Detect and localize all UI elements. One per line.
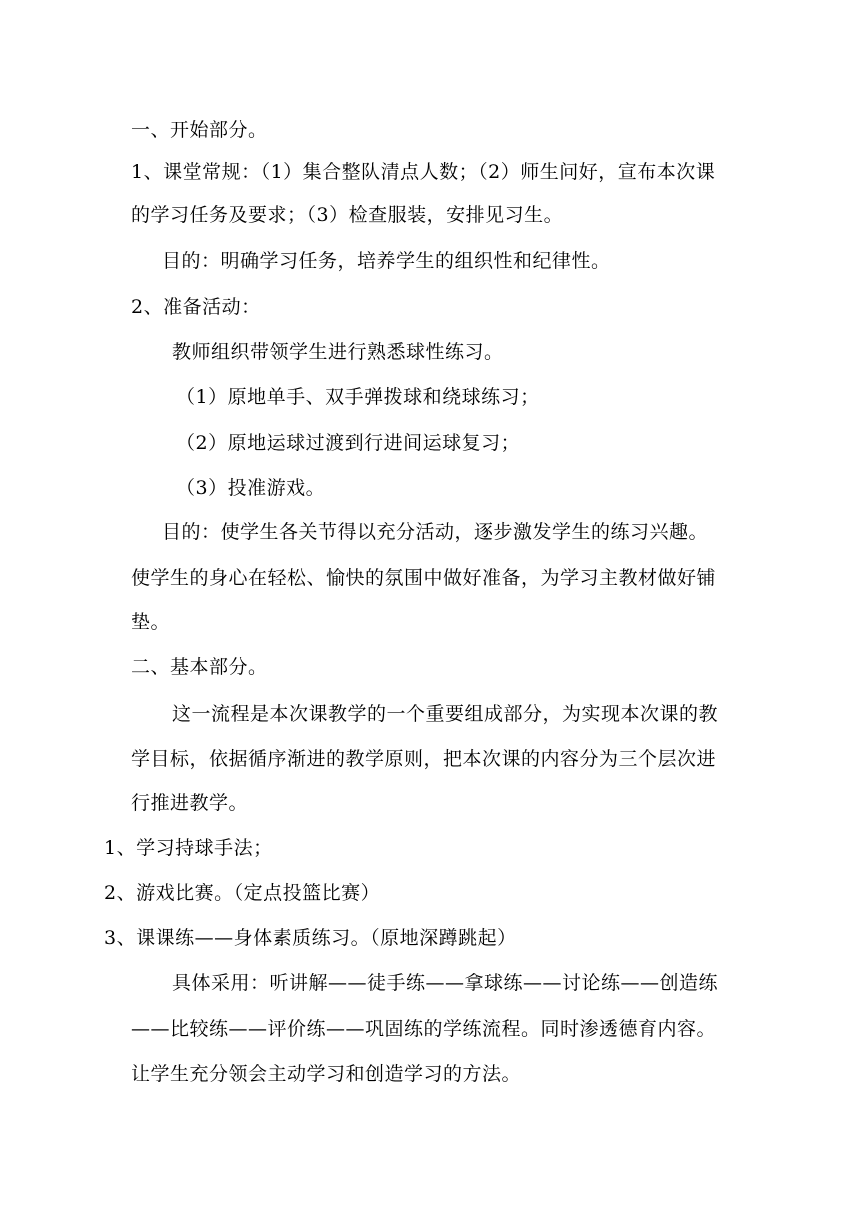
section-heading-basic: 二、基本部分。: [131, 656, 268, 678]
warmup-purpose-line-3: 垫。: [131, 611, 171, 633]
basic-item-2: 2、游戏比赛。（定点投篮比赛）: [104, 882, 381, 904]
routine-purpose: 目的：明确学习任务，培养学生的组织性和纪律性。: [162, 250, 611, 272]
method-line-3: 让学生充分领会主动学习和创造学习的方法。: [131, 1063, 522, 1085]
class-routine-line-2: 的学习任务及要求；（3）检查服装，安排见习生。: [131, 204, 564, 226]
basic-intro-line-2: 学目标，依据循序渐进的教学原则，把本次课的内容分为三个层次进: [131, 748, 717, 770]
basic-intro-line-1: 这一流程是本次课教学的一个重要组成部分，为实现本次课的教: [172, 703, 719, 725]
method-line-1: 具体采用：听讲解——徒手练——拿球练——讨论练——创造练: [172, 972, 719, 994]
warmup-purpose-line-1: 目的：使学生各关节得以充分活动，逐步激发学生的练习兴趣。: [162, 521, 709, 543]
warmup-purpose-line-2: 使学生的身心在轻松、愉快的氛围中做好准备，为学习主教材做好铺: [131, 567, 717, 589]
warmup-item-3: （3）投准游戏。: [176, 477, 326, 499]
class-routine-line-1: 1、课堂常规：（1）集合整队清点人数；（2）师生问好，宣布本次课: [131, 161, 716, 183]
basic-item-3: 3、课课练——身体素质练习。（原地深蹲跳起）: [104, 927, 517, 949]
warmup-heading: 2、准备活动：: [131, 296, 261, 318]
basic-intro-line-3: 行推进教学。: [131, 792, 249, 814]
method-line-2: ——比较练——评价练——巩固练的学练流程。同时渗透德育内容。: [131, 1018, 717, 1040]
section-heading-start: 一、开始部分。: [131, 119, 268, 141]
warmup-item-1: （1）原地单手、双手弹拨球和绕球练习；: [176, 386, 540, 408]
basic-item-1: 1、学习持球手法；: [104, 837, 273, 859]
warmup-item-2: （2）原地运球过渡到行进间运球复习；: [176, 432, 521, 454]
warmup-intro: 教师组织带领学生进行熟悉球性练习。: [172, 341, 504, 363]
